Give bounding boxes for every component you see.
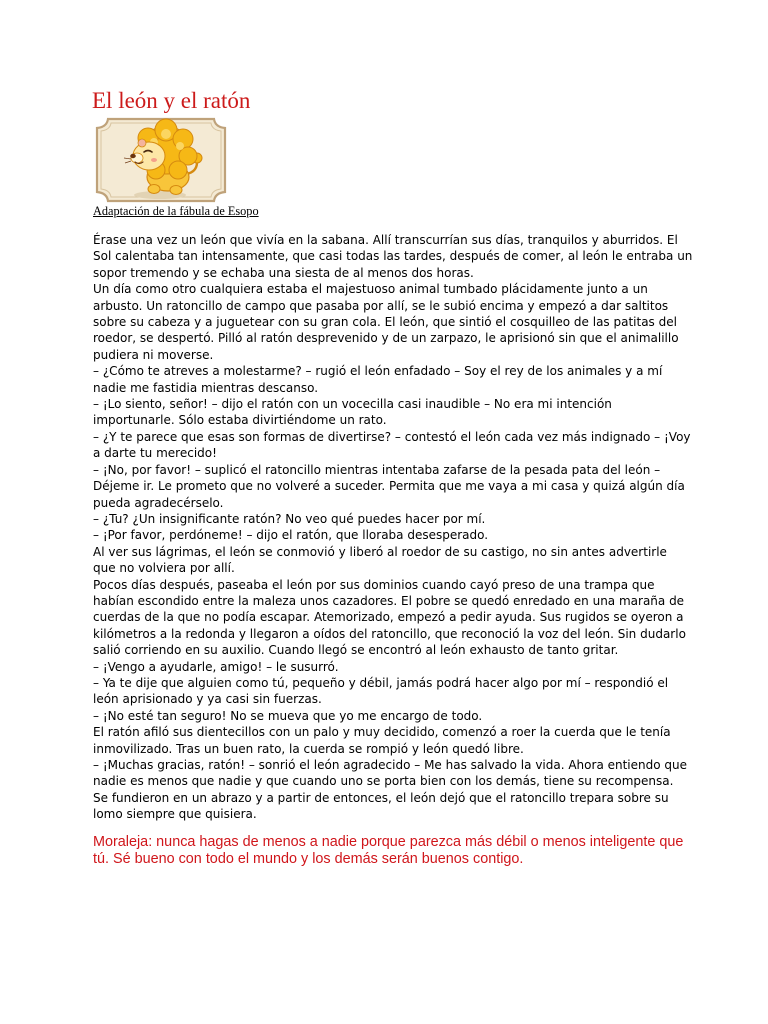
story-paragraph: – ¿Y te parece que esas son formas de divertirse? – contestó el león cada vez más indignado – ¡Voy a darte tu merecido!	[93, 429, 691, 461]
moral-text: Moraleja: nunca hagas de menos a nadie porque parezca más débil o menos inteligente que tú. Sé bueno con todo el mundo y los demás serán buenos contigo.	[93, 834, 684, 867]
story-paragraph: – ¡Por favor, perdóneme! – dijo el ratón, que lloraba desesperado.	[93, 528, 489, 543]
story-paragraph: – ¡No, por favor! – suplicó el ratoncillo mientras intentaba zafarse de la pesada pata del león – Déjeme ir. Le prometo que no volveré a suceder. Permita que me vaya a mi casa y quizá algún día pueda agradecérselo.	[93, 462, 685, 510]
document-title: El león y el ratón	[92, 88, 251, 113]
story-paragraph: Pocos días después, paseaba el león por sus dominios cuando cayó preso de una trampa que habían escondido entre la maleza unos cazadores. El pobre se quedó enredado en una maraña de cuerdas de la que no podía escapar. Atemorizado, empezó a pedir ayuda. Sus rugidos se oyeron a kilómetros a la redonda y llegaron a oídos del ratoncillo, que reconoció la voz del león. Sin dudarlo salió corriendo en su auxilio. Cuando llegó se encontró al león exhausto de tanto gritar.	[93, 577, 686, 658]
story-paragraph: El ratón afiló sus dientecillos con un palo y muy decidido, comenzó a roer la cuerda que le tenía inmovilizado. Tras un buen rato, la cuerda se rompió y león quedó libre.	[93, 725, 671, 756]
story-paragraph: – ¡Vengo a ayudarle, amigo! – le susurró.	[93, 659, 339, 674]
document-subtitle: Adaptación de la fábula de Esopo	[93, 204, 259, 218]
story-paragraph: – ¡Muchas gracias, ratón! – sonrió el león agradecido – Me has salvado la vida. Ahora entiendo que nadie es menos que nadie y que cuando uno se porta bien con los demás, tiene su recompensa.	[93, 758, 687, 789]
lion-illustration	[94, 116, 228, 204]
story-paragraph: – ¿Tu? ¿Un insignificante ratón? No veo qué puedes hacer por mí.	[93, 511, 486, 526]
story-body	[93, 232, 693, 823]
story-paragraph: Érase una vez un león que vivía en la sabana. Allí transcurrían sus días, tranquilos y aburridos. El Sol calentaba tan intensamente, que casi todas las tardes, después de comer, al león le entraba un sopor tremendo y se echaba una siesta de al menos dos horas.	[93, 233, 693, 280]
story-paragraph: – Ya te dije que alguien como tú, pequeño y débil, jamás podrá hacer algo por mí – respondió el león aprisionado y ya casi sin fuerzas.	[93, 675, 669, 707]
story-paragraph: – ¡Lo siento, señor! – dijo el ratón con un vocecilla casi inaudible – No era mi intención importunarle. Sólo estaba divirtiéndome un rato.	[93, 397, 612, 428]
story-paragraph: Se fundieron en un abrazo y a partir de entonces, el león dejó que el ratoncillo trepara sobre su lomo siempre que quisiera.	[93, 790, 669, 822]
story-paragraph: Un día como otro cualquiera estaba el majestuoso animal tumbado plácidamente junto a un arbusto. Un ratoncillo de campo que pasaba por allí, se le subió encima y empezó a dar saltitos sobre su cabeza y a juguetear con su gran cola. El león, que sintió el cosquilleo de las patitas del roedor, se despertó. Pilló al ratón desprevenido y de un zarpazo, le aprisionó sin que el animalillo pudiera ni moverse.	[93, 282, 679, 362]
lion-cartoon-icon	[94, 116, 228, 204]
story-paragraph: Al ver sus lágrimas, el león se conmovió y liberó al roedor de su castigo, no sin antes advertirle que no volviera por allí.	[93, 544, 667, 576]
story-paragraph: – ¡No esté tan seguro! No se mueva que yo me encargo de todo.	[93, 708, 483, 723]
story-paragraph: – ¿Cómo te atreves a molestarme? – rugió el león enfadado – Soy el rey de los animales y a mí nadie me fastidia mientras descanso.	[93, 364, 663, 395]
